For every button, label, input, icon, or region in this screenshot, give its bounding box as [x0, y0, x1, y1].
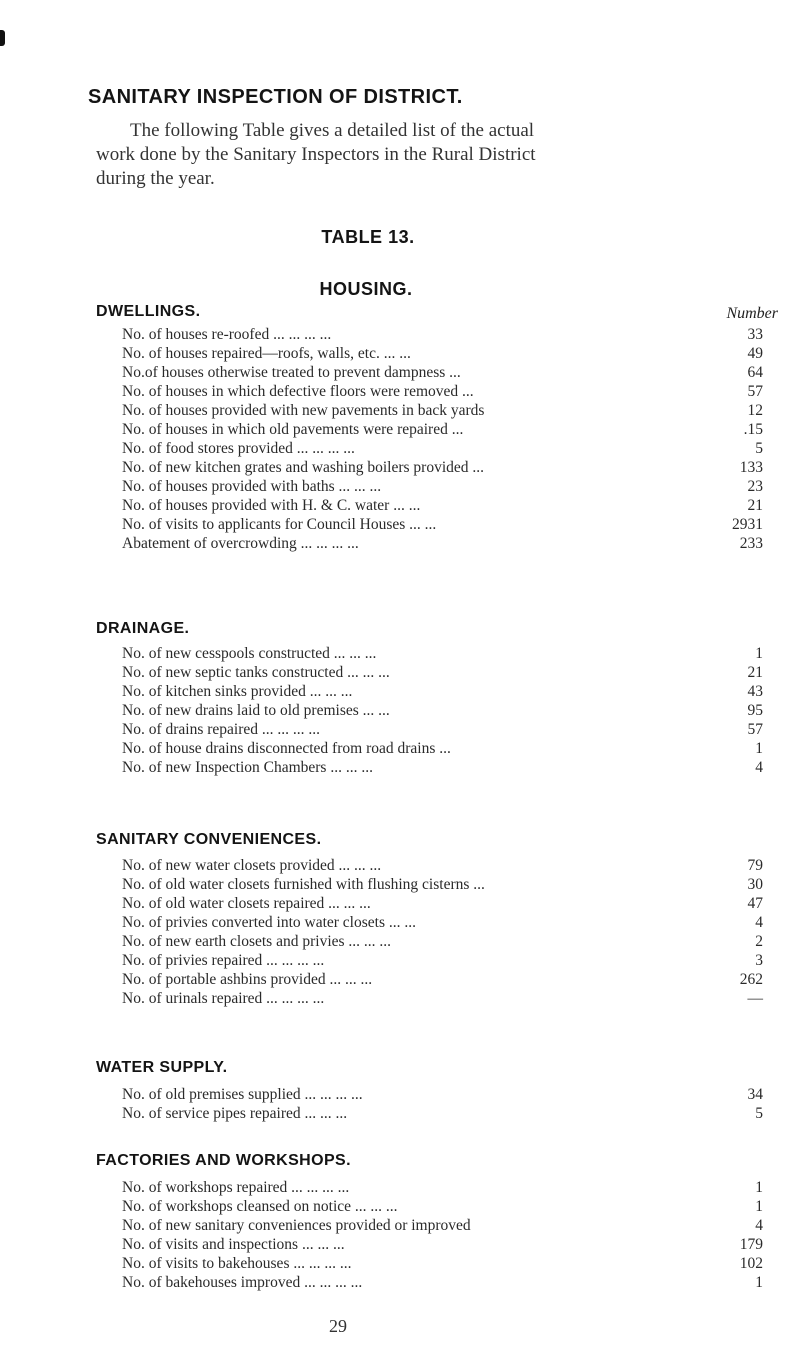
table-row [96, 970, 763, 989]
row-value: 133 [739, 459, 763, 476]
table-row [96, 1104, 763, 1123]
table-row [96, 477, 763, 496]
row-label: No. of new Inspection Chambers ... ... ... [122, 759, 373, 776]
row-value: 1 [755, 1274, 763, 1291]
row-value: 2 [755, 933, 763, 950]
table-row [96, 739, 763, 758]
table-row [96, 325, 763, 344]
row-label: No.of houses otherwise treated to prevent dampness ... [122, 364, 461, 381]
row-label: No. of portable ashbins provided ... ... ... [122, 971, 373, 988]
page-heading: SANITARY INSPECTION OF DISTRICT. [88, 86, 463, 108]
row-label: No. of workshops repaired ... ... ... ... [122, 1179, 350, 1196]
row-label: No. of old water closets repaired ... ... ... [122, 895, 371, 912]
row-label: No. of houses provided with H. & C. water ... ... [122, 497, 421, 514]
row-value: 33 [747, 326, 763, 343]
table-row [96, 856, 763, 875]
table-row [96, 496, 763, 515]
row-value: .15 [743, 421, 763, 438]
row-label: No. of bakehouses improved ... ... ... ... [122, 1274, 363, 1291]
table-row [96, 401, 763, 420]
row-label: No. of old premises supplied ... ... ... ... [122, 1086, 363, 1103]
row-label: No. of workshops cleansed on notice ... ... ... [122, 1198, 398, 1215]
table-row [96, 1273, 763, 1292]
row-value: 5 [755, 440, 763, 457]
row-label: No. of privies converted into water closets ... ... [122, 914, 416, 931]
page-number: 29 [329, 1316, 347, 1336]
row-value: 4 [755, 1217, 763, 1234]
row-label: No. of houses repaired—roofs, walls, etc. ... ... [122, 345, 411, 362]
section-title: DRAINAGE. [96, 620, 190, 637]
row-label: No. of visits to applicants for Council Houses ... ... [122, 516, 437, 533]
row-value: 1 [755, 1198, 763, 1215]
row-value: 79 [747, 857, 763, 874]
table-row [96, 1085, 763, 1104]
table-row [96, 515, 763, 534]
table-row [96, 534, 763, 553]
table-row [96, 1216, 763, 1235]
row-list [96, 1085, 763, 1123]
table-row [96, 913, 763, 932]
row-label: No. of new drains laid to old premises ... ... [122, 702, 390, 719]
row-label: No. of houses in which old pavements were repaired ... [122, 421, 464, 438]
table-row [96, 682, 763, 701]
table-row [96, 458, 763, 477]
row-value: 23 [747, 478, 763, 495]
row-value: — [747, 990, 763, 1007]
table-row [96, 894, 763, 913]
table-row [96, 1197, 763, 1216]
row-list [96, 1178, 763, 1292]
row-label: No. of drains repaired ... ... ... ... [122, 721, 321, 738]
row-label: No. of houses provided with new pavements in back yards [122, 402, 485, 419]
section-title: WATER SUPPLY. [96, 1059, 228, 1076]
section-water-supply [96, 1059, 763, 1123]
row-label: No. of visits and inspections ... ... ... [122, 1236, 345, 1253]
row-value: 21 [747, 664, 763, 681]
row-value: 12 [747, 402, 763, 419]
row-value: 3 [755, 952, 763, 969]
table-row [96, 951, 763, 970]
row-list [96, 856, 763, 1008]
row-value: 64 [747, 364, 763, 381]
table-row [96, 720, 763, 739]
row-value: 233 [739, 535, 763, 552]
row-label: No. of urinals repaired ... ... ... ... [122, 990, 325, 1007]
table-row [96, 663, 763, 682]
row-label: No. of new earth closets and privies ... ... ... [122, 933, 392, 950]
number-column-label: Number [726, 305, 778, 322]
row-value: 2931 [732, 516, 763, 533]
row-value: 5 [755, 1105, 763, 1122]
row-label: No. of privies repaired ... ... ... ... [122, 952, 325, 969]
row-list [96, 325, 763, 553]
row-label: No. of service pipes repaired ... ... ... [122, 1105, 348, 1122]
row-label: No. of food stores provided ... ... ... ... [122, 440, 355, 457]
table-row [96, 701, 763, 720]
section-factories-workshops [96, 1152, 763, 1292]
table-row [96, 344, 763, 363]
section-title: DWELLINGS. [96, 303, 201, 320]
section-title: FACTORIES AND WORKSHOPS. [96, 1152, 351, 1169]
section-sanitary-conveniences [96, 831, 763, 1008]
row-value: 1 [755, 645, 763, 662]
row-value: 1 [755, 1179, 763, 1196]
row-value: 34 [747, 1086, 763, 1103]
row-label: No. of visits to bakehouses ... ... ... ... [122, 1255, 352, 1272]
row-value: 262 [739, 971, 763, 988]
row-value: 49 [747, 345, 763, 362]
table-row [96, 758, 763, 777]
row-label: No. of new septic tanks constructed ... ... ... [122, 664, 390, 681]
row-label: No. of new sanitary conveniences provided or improved [122, 1217, 471, 1234]
table-row [96, 989, 763, 1008]
row-label: No. of houses in which defective floors were removed ... [122, 383, 474, 400]
row-value: 102 [739, 1255, 763, 1272]
housing-title: HOUSING. [319, 279, 413, 299]
row-value: 179 [739, 1236, 763, 1253]
row-value: 47 [747, 895, 763, 912]
row-list [96, 644, 763, 777]
table-row [96, 644, 763, 663]
intro-line: The following Table gives a detailed list of the actual [130, 120, 535, 141]
table-row [96, 382, 763, 401]
table-row [96, 875, 763, 894]
table-row [96, 1254, 763, 1273]
row-value: 57 [747, 383, 763, 400]
intro-paragraph [96, 119, 776, 191]
table-row [96, 932, 763, 951]
section-title: SANITARY CONVENIENCES. [96, 831, 322, 848]
row-value: 1 [755, 740, 763, 757]
intro-line: work done by the Sanitary Inspectors in the Rural District [96, 144, 536, 165]
row-label: No. of new water closets provided ... ... ... [122, 857, 382, 874]
row-label: No. of houses re-roofed ... ... ... ... [122, 326, 332, 343]
row-label: No. of old water closets furnished with flushing cisterns ... [122, 876, 485, 893]
table-row [96, 1235, 763, 1254]
row-value: 4 [755, 914, 763, 931]
row-label: No. of houses provided with baths ... ... ... [122, 478, 382, 495]
table-row [96, 439, 763, 458]
row-label: No. of kitchen sinks provided ... ... ... [122, 683, 353, 700]
row-label: No. of new kitchen grates and washing boilers provided ... [122, 459, 485, 476]
section-drainage [96, 620, 763, 777]
row-value: 57 [747, 721, 763, 738]
table-row [96, 420, 763, 439]
row-label: Abatement of overcrowding ... ... ... ... [122, 535, 359, 552]
page-edge-mark [0, 30, 5, 46]
section-dwellings [96, 303, 778, 553]
row-label: No. of house drains disconnected from road drains ... [122, 740, 451, 757]
row-value: 95 [747, 702, 763, 719]
row-value: 4 [755, 759, 763, 776]
intro-line: during the year. [96, 168, 215, 189]
row-value: 21 [747, 497, 763, 514]
table-row [96, 363, 763, 382]
table-row [96, 1178, 763, 1197]
row-value: 43 [747, 683, 763, 700]
table-title: TABLE 13. [321, 227, 415, 247]
row-value: 30 [747, 876, 763, 893]
row-label: No. of new cesspools constructed ... ... ... [122, 645, 377, 662]
